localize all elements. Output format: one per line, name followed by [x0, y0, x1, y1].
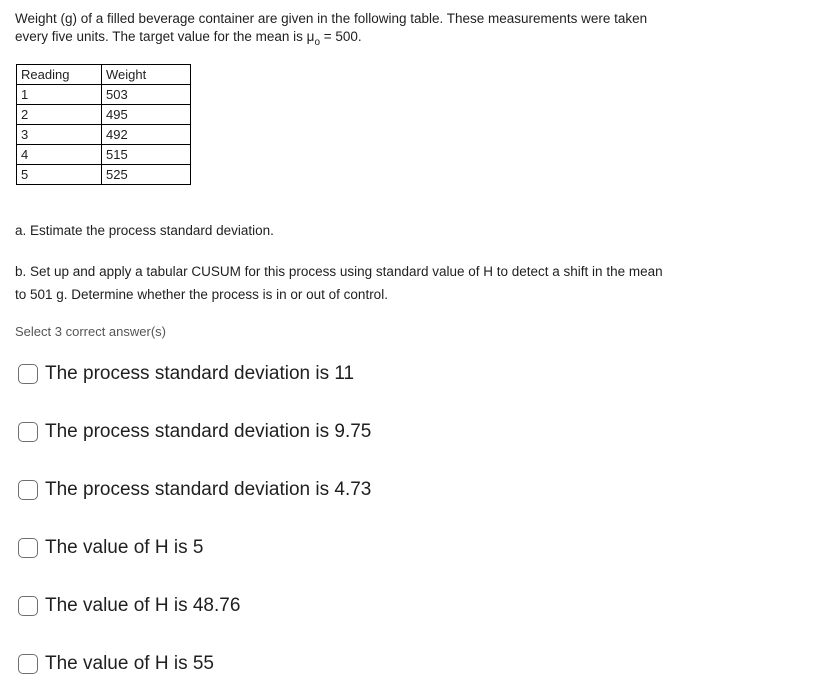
weight-cell: 503 — [102, 85, 191, 105]
problem-statement-line-2 — [15, 28, 815, 48]
checkbox-icon[interactable] — [18, 596, 38, 616]
reading-cell: 3 — [17, 125, 102, 145]
column-header-reading: Reading — [17, 65, 102, 85]
answer-option-4[interactable] — [18, 536, 203, 560]
question-a: a. Estimate the process standard deviation. — [15, 223, 274, 238]
table-row — [17, 145, 191, 165]
answer-option-label: The value of H is 5 — [45, 537, 204, 558]
weight-cell: 525 — [102, 165, 191, 185]
reading-cell: 2 — [17, 105, 102, 125]
reading-cell: 1 — [17, 85, 102, 105]
answer-option-label: The process standard deviation is 4.73 — [45, 479, 372, 500]
reading-cell: 5 — [17, 165, 102, 185]
weight-cell: 492 — [102, 125, 191, 145]
answer-option-5[interactable] — [18, 594, 240, 618]
answer-option-3[interactable] — [18, 478, 371, 502]
checkbox-icon[interactable] — [18, 480, 38, 500]
checkbox-icon[interactable] — [18, 364, 38, 384]
answer-option-label: The value of H is 55 — [45, 653, 214, 674]
column-header-weight: Weight — [102, 65, 191, 85]
mu-subscript: o — [314, 37, 320, 48]
answer-option-6[interactable] — [18, 652, 214, 676]
weight-table — [16, 64, 191, 185]
answer-option-label: The process standard deviation is 9.75 — [45, 421, 372, 442]
table-row — [17, 165, 191, 185]
answer-option-label: The value of H is 48.76 — [45, 595, 241, 616]
checkbox-icon[interactable] — [18, 422, 38, 442]
problem-statement — [15, 10, 815, 48]
question-b — [15, 260, 805, 306]
table-row — [17, 125, 191, 145]
problem-statement-text: every five units. The target value for the mean is μ — [15, 29, 315, 44]
weight-cell: 495 — [102, 105, 191, 125]
answer-option-label: The process standard deviation is 11 — [45, 363, 355, 384]
reading-cell: 4 — [17, 145, 102, 165]
table-row — [17, 105, 191, 125]
select-hint: Select 3 correct answer(s) — [15, 324, 166, 339]
checkbox-icon[interactable] — [18, 538, 38, 558]
table-header-row — [17, 65, 191, 85]
question-b-line-1: b. Set up and apply a tabular CUSUM for this process using standard value of H to detect a shift in the mean — [15, 264, 663, 279]
problem-statement-line-1: Weight (g) of a filled beverage container are given in the following table. These measurements were taken — [15, 11, 648, 26]
table-row — [17, 85, 191, 105]
weight-cell: 515 — [102, 145, 191, 165]
answer-option-1[interactable] — [18, 362, 354, 386]
checkbox-icon[interactable] — [18, 654, 38, 674]
question-b-line-2: to 501 g. Determine whether the process is in or out of control. — [15, 287, 388, 302]
answer-option-2[interactable] — [18, 420, 371, 444]
target-mean-value: = 500. — [320, 29, 362, 44]
